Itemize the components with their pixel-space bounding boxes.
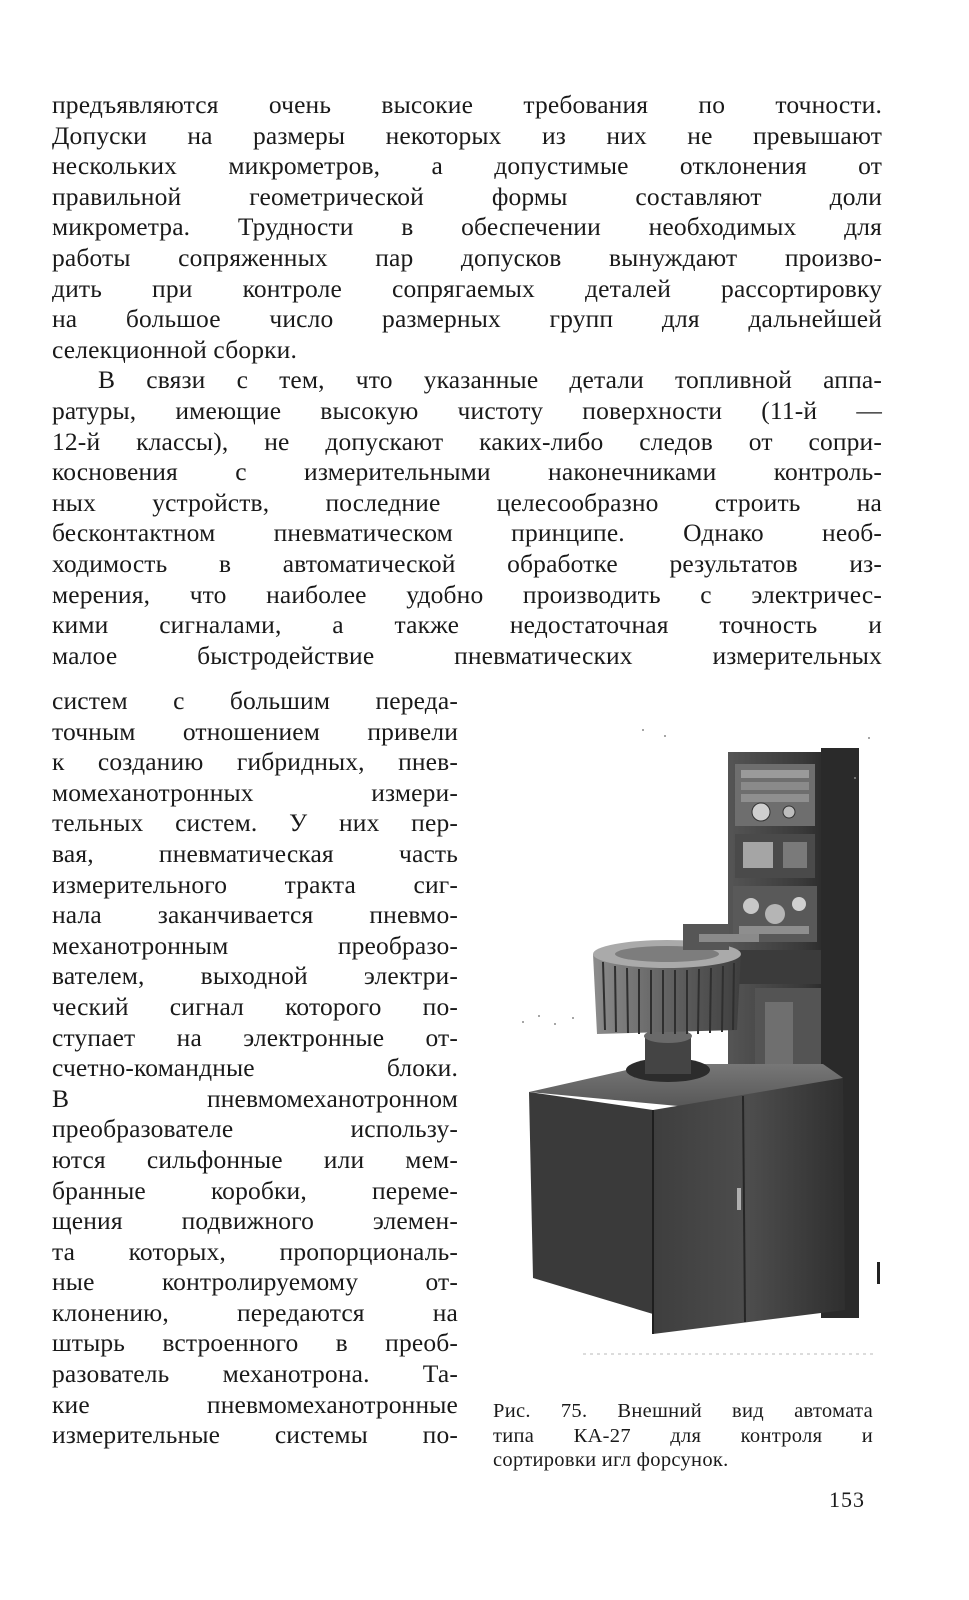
caption-line: типа КА-27 для контроля и [493, 1424, 873, 1447]
text-line: бесконтактном пневматическом принципе. Однако необ- [52, 518, 882, 548]
text-line: ческий сигнал которого по- [52, 991, 458, 1021]
text-line: В связи с тем, что указанные детали топливной аппа- [98, 365, 882, 395]
text-line: момеханотронных измери- [52, 777, 458, 807]
text-line: вателем, выходной электри- [52, 961, 458, 991]
figure-machine-photo [493, 718, 885, 1368]
text-line: та которых, пропорциональ- [52, 1236, 458, 1266]
text-line: кие пневмомеханотронные [52, 1389, 458, 1419]
machine-photo [493, 718, 885, 1368]
text-line: на большое число размерных групп для дальнейшей [52, 304, 882, 334]
text-line: кими сигналами, а также недостаточная точность и [52, 610, 882, 640]
text-line: измерительного тракта сиг- [52, 869, 458, 899]
text-line: селекционной сборки. [52, 334, 298, 364]
paragraph-full-width [52, 90, 882, 671]
text-line: систем с большим переда- [52, 686, 458, 715]
text-line: правильной геометрической формы составляют доли [52, 181, 882, 211]
text-line: клонению, передаются на [52, 1297, 458, 1327]
caption-line: Рис. 75. Внешний вид автомата [493, 1400, 873, 1422]
text-line: мерения, что наиболее удобно производить с электричес- [52, 579, 882, 609]
text-line: к созданию гибридных, пнев- [52, 747, 458, 777]
text-line: ются сильфонные или мем- [52, 1144, 458, 1174]
text-line: дить при контроле сопрягаемых деталей рассортировку [52, 273, 882, 303]
text-line: преобразователе использу- [52, 1114, 458, 1144]
figure-caption [493, 1399, 873, 1473]
text-line: счетно-командные блоки. [52, 1053, 458, 1083]
caption-line: сортировки игл форсунок. [493, 1449, 729, 1471]
text-line: предъявляются очень высокие требования по точности. [52, 90, 882, 119]
text-line: микрометра. Трудности в обеспечении необходимых для [52, 212, 882, 242]
page-number: 153 [829, 1487, 865, 1512]
text-line: ходимость в автоматической обработке результатов из- [52, 548, 882, 578]
text-line: работы сопряженных пар допусков вынуждают произво- [52, 242, 882, 272]
text-line: щения подвижного элемен- [52, 1206, 458, 1236]
text-line: штырь встроенного в преоб- [52, 1328, 458, 1358]
text-line: измерительные системы по- [52, 1420, 458, 1450]
text-line: 12-й классы), не допускают каких-либо следов от сопри- [52, 426, 882, 456]
paragraph-left-column [52, 686, 458, 1451]
text-line: механотронным преобразо- [52, 930, 458, 960]
text-line: точным отношением привели [52, 716, 458, 746]
text-line: разователь механотрона. Та- [52, 1359, 458, 1389]
text-line: нескольких микрометров, а допустимые отклонения от [52, 151, 882, 181]
text-line: Допуски на размеры некоторых из них не превышают [52, 120, 882, 150]
text-line: нала заканчивается пневмо- [52, 900, 458, 930]
text-line: ступает на электронные от- [52, 1022, 458, 1052]
text-line: вая, пневматическая часть [52, 838, 458, 868]
text-line: ных устройств, последние целесообразно строить на [52, 487, 882, 517]
text-line: малое быстродействие пневматических измерительных [52, 640, 882, 670]
text-line: ратуры, имеющие высокую чистоту поверхности (11-й — [52, 395, 882, 425]
text-line: ные контролируемому от- [52, 1267, 458, 1297]
text-line: косновения с измерительными наконечниками контроль- [52, 457, 882, 487]
text-line: В пневмомеханотронном [52, 1083, 458, 1113]
text-line: тельных систем. У них пер- [52, 808, 458, 838]
text-line: бранные коробки, переме- [52, 1175, 458, 1205]
